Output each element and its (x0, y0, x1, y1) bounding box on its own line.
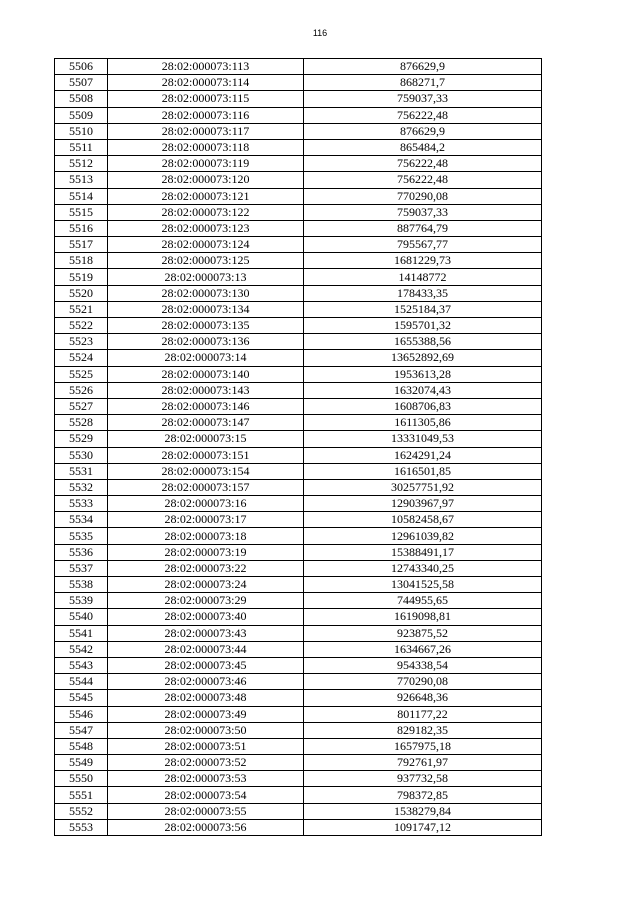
value-cell: 868271,7 (304, 75, 542, 91)
cadastral-number-cell: 28:02:000073:48 (108, 690, 304, 706)
cadastral-number-cell: 28:02:000073:40 (108, 609, 304, 625)
page-number: 116 (312, 28, 328, 38)
table-row (55, 139, 542, 155)
row-number-cell: 5507 (55, 75, 108, 91)
row-number-cell: 5520 (55, 285, 108, 301)
table-row (55, 577, 542, 593)
row-number-cell: 5551 (55, 787, 108, 803)
row-number-cell: 5512 (55, 156, 108, 172)
value-cell: 1953613,28 (304, 366, 542, 382)
row-number-cell: 5544 (55, 674, 108, 690)
table-row (55, 59, 542, 75)
row-number-cell: 5538 (55, 577, 108, 593)
value-cell: 1595701,32 (304, 318, 542, 334)
cadastral-number-cell: 28:02:000073:120 (108, 172, 304, 188)
value-cell: 801177,22 (304, 706, 542, 722)
row-number-cell: 5530 (55, 447, 108, 463)
row-number-cell: 5549 (55, 755, 108, 771)
table-row (55, 706, 542, 722)
table-row (55, 75, 542, 91)
row-number-cell: 5546 (55, 706, 108, 722)
cadastral-number-cell: 28:02:000073:140 (108, 366, 304, 382)
value-cell: 13041525,58 (304, 577, 542, 593)
table-row (55, 771, 542, 787)
table-row (55, 334, 542, 350)
row-number-cell: 5533 (55, 496, 108, 512)
table-row (55, 237, 542, 253)
row-number-cell: 5517 (55, 237, 108, 253)
row-number-cell: 5524 (55, 350, 108, 366)
value-cell: 795567,77 (304, 237, 542, 253)
table-row (55, 188, 542, 204)
table-body (55, 59, 542, 836)
cadastral-number-cell: 28:02:000073:50 (108, 722, 304, 738)
row-number-cell: 5528 (55, 415, 108, 431)
value-cell: 876629,9 (304, 123, 542, 139)
table-row (55, 463, 542, 479)
table-row (55, 560, 542, 576)
row-number-cell: 5531 (55, 463, 108, 479)
value-cell: 759037,33 (304, 204, 542, 220)
cadastral-number-cell: 28:02:000073:16 (108, 496, 304, 512)
cadastral-number-cell: 28:02:000073:52 (108, 755, 304, 771)
row-number-cell: 5514 (55, 188, 108, 204)
value-cell: 1525184,37 (304, 301, 542, 317)
cadastral-number-cell: 28:02:000073:116 (108, 107, 304, 123)
value-cell: 759037,33 (304, 91, 542, 107)
table-row (55, 819, 542, 835)
value-cell: 1634667,26 (304, 641, 542, 657)
value-cell: 926648,36 (304, 690, 542, 706)
table-row (55, 544, 542, 560)
table-row (55, 625, 542, 641)
value-cell: 1616501,85 (304, 463, 542, 479)
table-row (55, 398, 542, 414)
table-row (55, 787, 542, 803)
table-row (55, 366, 542, 382)
value-cell: 1657975,18 (304, 738, 542, 754)
table-row (55, 220, 542, 236)
value-cell: 1608706,83 (304, 398, 542, 414)
row-number-cell: 5506 (55, 59, 108, 75)
cadastral-number-cell: 28:02:000073:146 (108, 398, 304, 414)
row-number-cell: 5534 (55, 512, 108, 528)
row-number-cell: 5550 (55, 771, 108, 787)
cadastral-number-cell: 28:02:000073:46 (108, 674, 304, 690)
value-cell: 1619098,81 (304, 609, 542, 625)
cadastral-number-cell: 28:02:000073:136 (108, 334, 304, 350)
table-row (55, 204, 542, 220)
value-cell: 1538279,84 (304, 803, 542, 819)
row-number-cell: 5511 (55, 139, 108, 155)
table-row (55, 301, 542, 317)
value-cell: 756222,48 (304, 107, 542, 123)
cadastral-number-cell: 28:02:000073:122 (108, 204, 304, 220)
value-cell: 798372,85 (304, 787, 542, 803)
row-number-cell: 5527 (55, 398, 108, 414)
row-number-cell: 5529 (55, 431, 108, 447)
cadastral-number-cell: 28:02:000073:18 (108, 528, 304, 544)
table-row (55, 690, 542, 706)
value-cell: 1655388,56 (304, 334, 542, 350)
value-cell: 30257751,92 (304, 479, 542, 495)
row-number-cell: 5553 (55, 819, 108, 835)
row-number-cell: 5518 (55, 253, 108, 269)
table-row (55, 512, 542, 528)
row-number-cell: 5536 (55, 544, 108, 560)
cadastral-number-cell: 28:02:000073:125 (108, 253, 304, 269)
cadastral-number-cell: 28:02:000073:22 (108, 560, 304, 576)
row-number-cell: 5515 (55, 204, 108, 220)
cadastral-number-cell: 28:02:000073:124 (108, 237, 304, 253)
value-cell: 1632074,43 (304, 382, 542, 398)
cadastral-number-cell: 28:02:000073:134 (108, 301, 304, 317)
row-number-cell: 5521 (55, 301, 108, 317)
value-cell: 1624291,24 (304, 447, 542, 463)
cadastral-number-cell: 28:02:000073:123 (108, 220, 304, 236)
value-cell: 770290,08 (304, 674, 542, 690)
cadastral-number-cell: 28:02:000073:15 (108, 431, 304, 447)
value-cell: 792761,97 (304, 755, 542, 771)
row-number-cell: 5547 (55, 722, 108, 738)
cadastral-value-table (54, 58, 542, 836)
value-cell: 923875,52 (304, 625, 542, 641)
value-cell: 937732,58 (304, 771, 542, 787)
cadastral-number-cell: 28:02:000073:130 (108, 285, 304, 301)
cadastral-number-cell: 28:02:000073:143 (108, 382, 304, 398)
table-row (55, 91, 542, 107)
value-cell: 1611305,86 (304, 415, 542, 431)
table-row (55, 172, 542, 188)
row-number-cell: 5537 (55, 560, 108, 576)
row-number-cell: 5522 (55, 318, 108, 334)
value-cell: 756222,48 (304, 172, 542, 188)
table-row (55, 253, 542, 269)
table-row (55, 318, 542, 334)
row-number-cell: 5541 (55, 625, 108, 641)
row-number-cell: 5516 (55, 220, 108, 236)
value-cell: 744955,65 (304, 593, 542, 609)
row-number-cell: 5545 (55, 690, 108, 706)
table-row (55, 722, 542, 738)
cadastral-number-cell: 28:02:000073:119 (108, 156, 304, 172)
value-cell: 15388491,17 (304, 544, 542, 560)
table-row (55, 382, 542, 398)
value-cell: 865484,2 (304, 139, 542, 155)
cadastral-number-cell: 28:02:000073:13 (108, 269, 304, 285)
row-number-cell: 5523 (55, 334, 108, 350)
value-cell: 178433,35 (304, 285, 542, 301)
row-number-cell: 5526 (55, 382, 108, 398)
value-cell: 954338,54 (304, 657, 542, 673)
value-cell: 876629,9 (304, 59, 542, 75)
table-row (55, 431, 542, 447)
cadastral-number-cell: 28:02:000073:56 (108, 819, 304, 835)
row-number-cell: 5542 (55, 641, 108, 657)
cadastral-number-cell: 28:02:000073:118 (108, 139, 304, 155)
cadastral-number-cell: 28:02:000073:17 (108, 512, 304, 528)
row-number-cell: 5525 (55, 366, 108, 382)
cadastral-number-cell: 28:02:000073:49 (108, 706, 304, 722)
table-row (55, 269, 542, 285)
cadastral-number-cell: 28:02:000073:154 (108, 463, 304, 479)
table-row (55, 593, 542, 609)
table-row (55, 803, 542, 819)
value-cell: 12903967,97 (304, 496, 542, 512)
value-cell: 770290,08 (304, 188, 542, 204)
table-row (55, 755, 542, 771)
row-number-cell: 5519 (55, 269, 108, 285)
value-cell: 829182,35 (304, 722, 542, 738)
cadastral-number-cell: 28:02:000073:157 (108, 479, 304, 495)
row-number-cell: 5513 (55, 172, 108, 188)
table-row (55, 609, 542, 625)
table-row (55, 415, 542, 431)
cadastral-number-cell: 28:02:000073:44 (108, 641, 304, 657)
table-row (55, 123, 542, 139)
value-cell: 14148772 (304, 269, 542, 285)
table-row (55, 107, 542, 123)
cadastral-number-cell: 28:02:000073:117 (108, 123, 304, 139)
row-number-cell: 5540 (55, 609, 108, 625)
value-cell: 13331049,53 (304, 431, 542, 447)
cadastral-number-cell: 28:02:000073:55 (108, 803, 304, 819)
cadastral-number-cell: 28:02:000073:115 (108, 91, 304, 107)
table-row (55, 674, 542, 690)
table-row (55, 528, 542, 544)
table-row (55, 641, 542, 657)
table-row (55, 479, 542, 495)
row-number-cell: 5509 (55, 107, 108, 123)
cadastral-number-cell: 28:02:000073:29 (108, 593, 304, 609)
table-row (55, 447, 542, 463)
value-cell: 887764,79 (304, 220, 542, 236)
row-number-cell: 5543 (55, 657, 108, 673)
cadastral-number-cell: 28:02:000073:53 (108, 771, 304, 787)
cadastral-number-cell: 28:02:000073:121 (108, 188, 304, 204)
value-cell: 12961039,82 (304, 528, 542, 544)
row-number-cell: 5539 (55, 593, 108, 609)
table-row (55, 496, 542, 512)
table-row (55, 156, 542, 172)
cadastral-number-cell: 28:02:000073:54 (108, 787, 304, 803)
value-cell: 13652892,69 (304, 350, 542, 366)
row-number-cell: 5535 (55, 528, 108, 544)
row-number-cell: 5532 (55, 479, 108, 495)
table-row (55, 285, 542, 301)
cadastral-number-cell: 28:02:000073:151 (108, 447, 304, 463)
cadastral-number-cell: 28:02:000073:14 (108, 350, 304, 366)
table-row (55, 350, 542, 366)
row-number-cell: 5510 (55, 123, 108, 139)
cadastral-number-cell: 28:02:000073:114 (108, 75, 304, 91)
cadastral-number-cell: 28:02:000073:113 (108, 59, 304, 75)
cadastral-number-cell: 28:02:000073:45 (108, 657, 304, 673)
cadastral-number-cell: 28:02:000073:24 (108, 577, 304, 593)
table-row (55, 657, 542, 673)
value-cell: 756222,48 (304, 156, 542, 172)
cadastral-number-cell: 28:02:000073:51 (108, 738, 304, 754)
cadastral-number-cell: 28:02:000073:43 (108, 625, 304, 641)
row-number-cell: 5552 (55, 803, 108, 819)
cadastral-number-cell: 28:02:000073:135 (108, 318, 304, 334)
value-cell: 1091747,12 (304, 819, 542, 835)
value-cell: 10582458,67 (304, 512, 542, 528)
value-cell: 1681229,73 (304, 253, 542, 269)
table-row (55, 738, 542, 754)
row-number-cell: 5508 (55, 91, 108, 107)
cadastral-number-cell: 28:02:000073:147 (108, 415, 304, 431)
row-number-cell: 5548 (55, 738, 108, 754)
cadastral-number-cell: 28:02:000073:19 (108, 544, 304, 560)
value-cell: 12743340,25 (304, 560, 542, 576)
